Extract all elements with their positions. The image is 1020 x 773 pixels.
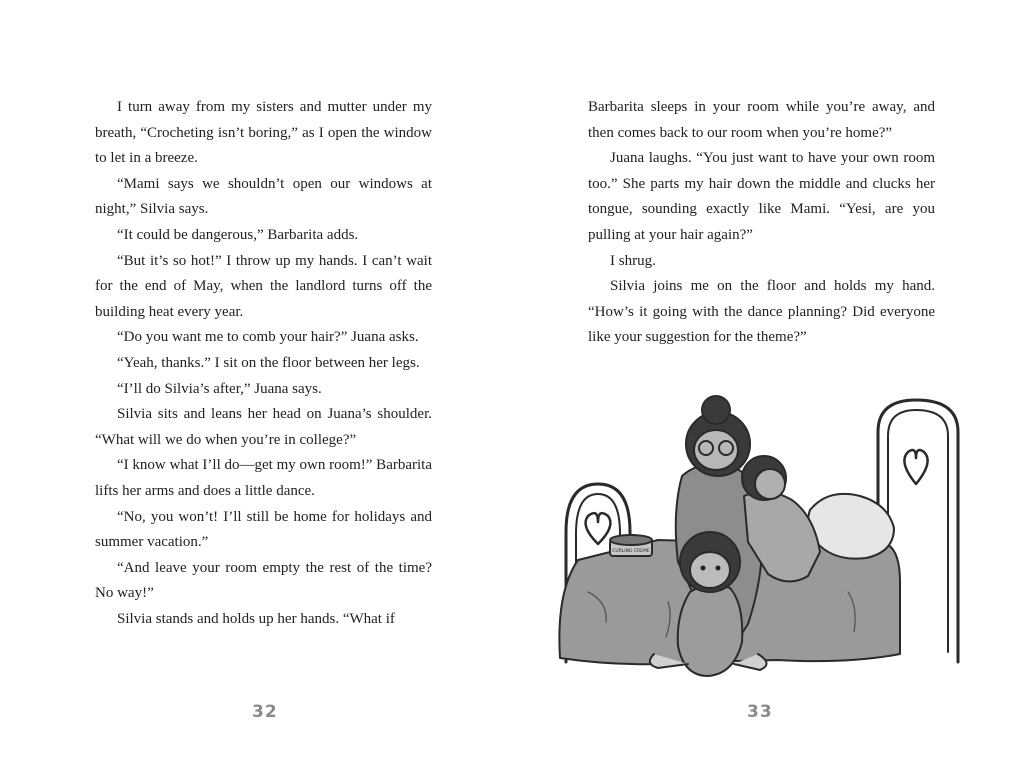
right-page <box>510 0 1020 773</box>
sisters-on-bed-illustration <box>548 392 968 687</box>
paragraph: “Yeah, thanks.” I sit on the floor between her legs. <box>117 354 420 371</box>
paragraph: Silvia joins me on the floor and holds my hand. “How’s it going with the dance planning? Did everyone like your suggestion for the theme?” <box>588 278 935 346</box>
jar-label: CURLING CREME <box>612 549 650 554</box>
paragraph: “But it’s so hot!” I throw up my hands. I can’t wait for the end of May, when the landlord turns off the building heat every year. <box>95 252 432 320</box>
paragraph: Juana laughs. “You just want to have your own room too.” She parts my hair down the middle and clucks her tongue, sounding exactly like Mami. “Yesi, are you pulling at your hair again?” <box>588 150 935 243</box>
page-number-left: 32 <box>252 702 278 722</box>
paragraph: “I know what I’ll do—get my own room!” Barbarita lifts her arms and does a little dance. <box>95 457 432 499</box>
paragraph: “I’ll do Silvia’s after,” Juana says. <box>117 380 322 397</box>
paragraph-continuation: Barbarita sleeps in your room while you’re away, and then comes back to our room when you’re home?” <box>588 99 935 141</box>
paragraph: Silvia sits and leans her head on Juana’s shoulder. “What will we do when you’re in college?” <box>95 406 432 448</box>
right-page-text <box>588 95 935 351</box>
paragraph: “And leave your room empty the rest of the time? No way!” <box>95 559 432 602</box>
paragraph: Silvia stands and holds up her hands. “What if <box>117 610 395 627</box>
left-page-text <box>95 95 432 632</box>
paragraph: “Do you want me to comb your hair?” Juana asks. <box>117 329 419 346</box>
page-number-right: 33 <box>747 702 773 722</box>
paragraph: “It could be dangerous,” Barbarita adds. <box>117 226 359 243</box>
youngest-girl <box>678 585 743 676</box>
paragraph: I shrug. <box>610 252 656 269</box>
older-sister-face <box>694 430 738 470</box>
youngest-girl-face <box>690 552 730 588</box>
paragraph: I turn away from my sisters and mutter under my breath, “Crocheting isn’t boring,” as I open the window to let in a breeze. <box>95 99 432 167</box>
paragraph: “No, you won’t! I’ll still be home for holidays and summer vacation.” <box>95 508 432 551</box>
paragraph: “Mami says we shouldn’t open our windows at night,” Silvia says. <box>95 175 432 218</box>
